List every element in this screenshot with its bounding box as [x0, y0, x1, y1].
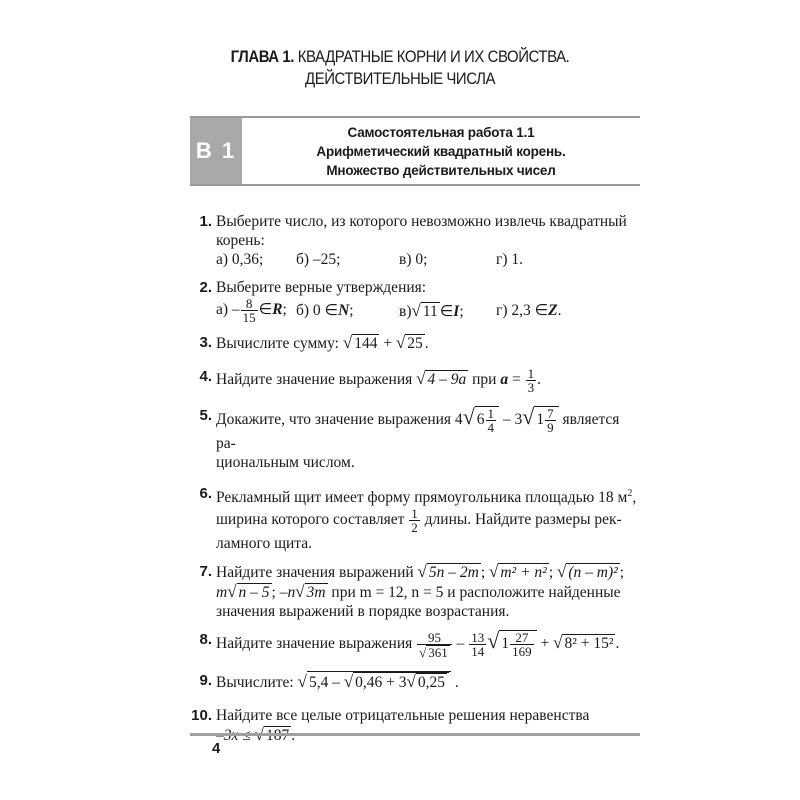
option-d: г) 2,3 ∈Z. [496, 302, 562, 319]
task-7: 7. Найдите значения выражений √ 5n – 2m ; √ m² + n² ; √ (n – m)² ; m√ n – 5 ; –n√ 3m при m = 12, n = 5 и расположите найденные значения выражений в порядке возрастания. [190, 562, 640, 621]
chapter-label: ГЛАВА 1. [230, 47, 294, 66]
task-text: Выберите верные утверждения: [216, 279, 427, 296]
task-2 [190, 278, 640, 324]
answer-options [216, 250, 640, 269]
task-number: 3. [199, 334, 212, 351]
worksheet-title: Самостоятельная работа 1.1 [347, 125, 535, 140]
worksheet-header [190, 116, 640, 186]
option-c: в)√ 11∈I; [399, 300, 464, 320]
task-4: 4. Найдите значение выражения √ 4 – 9a при a = $\frac{1}{3}$ . [190, 367, 640, 394]
task-number: 9. [199, 671, 212, 689]
option-b: б) 0 ∈N; [296, 302, 354, 319]
option-c: в) 0; [399, 251, 428, 268]
task-5: 5. Докажите, что значение выражения 4√ 6 $\frac{1}{4}$ – 3√ 1 $\frac{7}{9}$ является ра- циональным числом. [190, 406, 640, 472]
task-number: 4. [199, 368, 212, 385]
task-number: 2. [199, 279, 212, 296]
task-number: 7. [199, 563, 212, 581]
task-6: 6. Рекламный щит имеет форму прямоугольника площадью 18 $м^2$, ширина которого составляет $\frac{1}{2}$ длины. Найдите размеры рек- ламного щита. [190, 484, 640, 553]
option-b: б) –25; [296, 251, 341, 268]
task-number: 5. [199, 407, 212, 424]
task-3: 3. Вычислите сумму: √ 144 + √ 25 . [190, 333, 640, 353]
task-text: корень: [216, 232, 265, 249]
task-8: 8. Найдите значение выражения $\frac{95}{√ 361}$ – $\frac{13}{14}$ √ 1 $\frac{27}{169}$ + √ 8² + 15² . [190, 630, 640, 659]
task-text: Выберите число, из которого невозможно извлечь квадратный [216, 213, 627, 230]
answer-options [216, 297, 640, 324]
task-9: 9. Вычислите: √ 5,4 – √ 0,46 + 3√ 0,25 . [190, 671, 640, 692]
option-d: г) 1. [496, 251, 524, 268]
variant-badge: В 1 [190, 118, 242, 184]
task-number: 6. [199, 485, 212, 502]
task-1 [190, 212, 640, 269]
worksheet-titles [242, 118, 640, 184]
worksheet-topic-line1: Арифметический квадратный корень. [316, 144, 566, 159]
task-number: 1. [199, 213, 212, 230]
task-10: 10. Найдите все целые отрицательные решения неравенства –3x ≤ √ 187 . [190, 706, 640, 745]
task-number: 8. [199, 631, 212, 649]
task-list [190, 212, 640, 754]
footer-divider [190, 733, 640, 736]
chapter-title-line1: КВАДРАТНЫЕ КОРНИ И ИХ СВОЙСТВА. [297, 47, 570, 66]
option-a: а) 0,36; [216, 251, 264, 268]
chapter-title-line2: ДЕЙСТВИТЕЛЬНЫЕ ЧИСЛА [305, 69, 495, 88]
option-a: а) – $\frac{8}{15}$ ∈R; [216, 296, 287, 325]
page-number: 4 [212, 740, 221, 757]
chapter-heading [48, 46, 752, 90]
worksheet-topic-line2: Множество действительных чисел [326, 163, 556, 178]
task-number: 10. [191, 706, 212, 724]
